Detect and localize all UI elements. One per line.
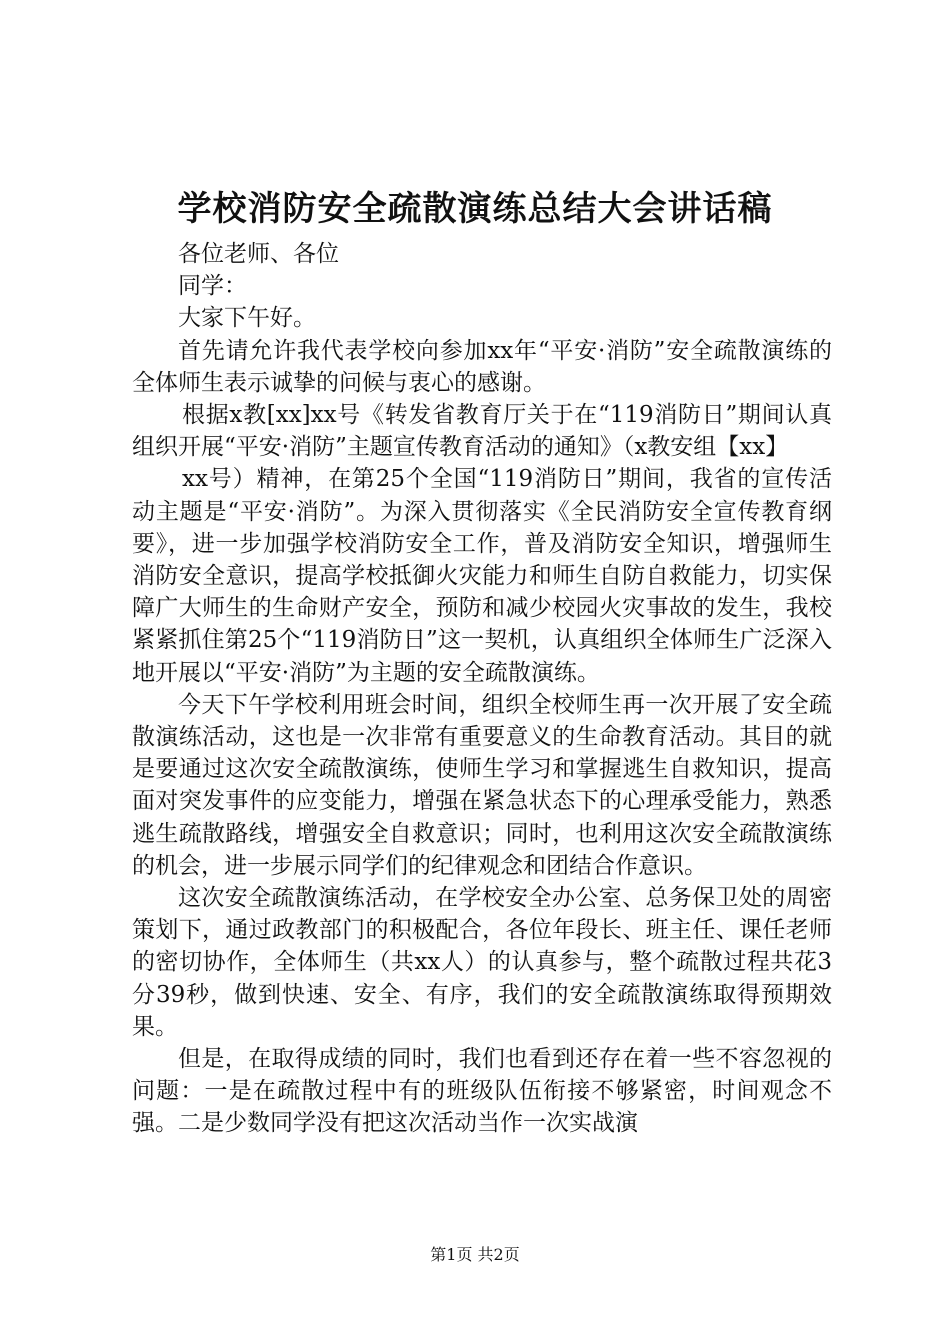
document-title: 学校消防安全疏散演练总结大会讲话稿 — [177, 189, 773, 229]
paragraph-theme: xx号）精神，在第25个全国“119消防日”期间，我省的宣传活动主题是“平安·消防”。为深入贯彻落实《全民消防安全宣传教育纲要》，进一步加强学校消防安全工作，普及消防安全知识，增强师生消防安全意识，提高学校抵御火灾能力和师生自防自救能力，切实保障广大师生的生命财产安全，预防和减少校园火灾事故的发生，我校紧紧抓住第25个“119消防日”这一契机，认真组织全体师生广泛深入地开展以“平安·消防”为主题的安全疏散演练。 — [132, 466, 832, 686]
document-body — [132, 238, 832, 1140]
paragraph-notice: 根据x教[xx]xx号《转发省教育厅关于在“119消防日”期间认真组织开展“平安·消防”主题宣传教育活动的通知》（x教安组【xx】 — [132, 402, 832, 461]
paragraph-drill-purpose: 今天下午学校利用班会时间，组织全校师生再一次开展了安全疏散演练活动，这也是一次非常有重要意义的生命教育活动。其目的就是要通过这次安全疏散演练，使师生学习和掌握逃生自救知识，提高面对突发事件的应变能力，增强在紧急状态下的心理承受能力，熟悉逃生疏散路线，增强安全自救意识；同时，也利用这次安全疏散演练的机会，进一步展示同学们的纪律观念和团结合作意识。 — [132, 691, 832, 879]
paragraph-drill-result: 这次安全疏散演练活动，在学校安全办公室、总务保卫处的周密策划下，通过政教部门的积极配合，各位年段长、班主任、课任老师的密切协作，全体师生（共xx人）的认真参与，整个疏散过程共花3分39秒，做到快速、安全、有序，我们的安全疏散演练取得预期效果。 — [132, 885, 832, 1040]
greeting-line-1: 各位老师、各位 — [178, 241, 339, 267]
page-number-footer: 第1页 共2页 — [430, 1245, 520, 1264]
greeting-line-2: 同学： — [178, 273, 247, 300]
paragraph-problems: 但是，在取得成绩的同时，我们也看到还存在着一些不容忽视的问题：一是在疏散过程中有的班级队伍衔接不够紧密，时间观念不强。二是少数同学没有把这次活动当作一次实战演 — [132, 1046, 832, 1137]
greeting-line-3: 大家下午好。 — [178, 305, 316, 332]
paragraph-thanks: 首先请允许我代表学校向参加xx年“平安·消防”安全疏散演练的全体师生表示诚挚的问候与衷心的感谢。 — [132, 337, 832, 396]
